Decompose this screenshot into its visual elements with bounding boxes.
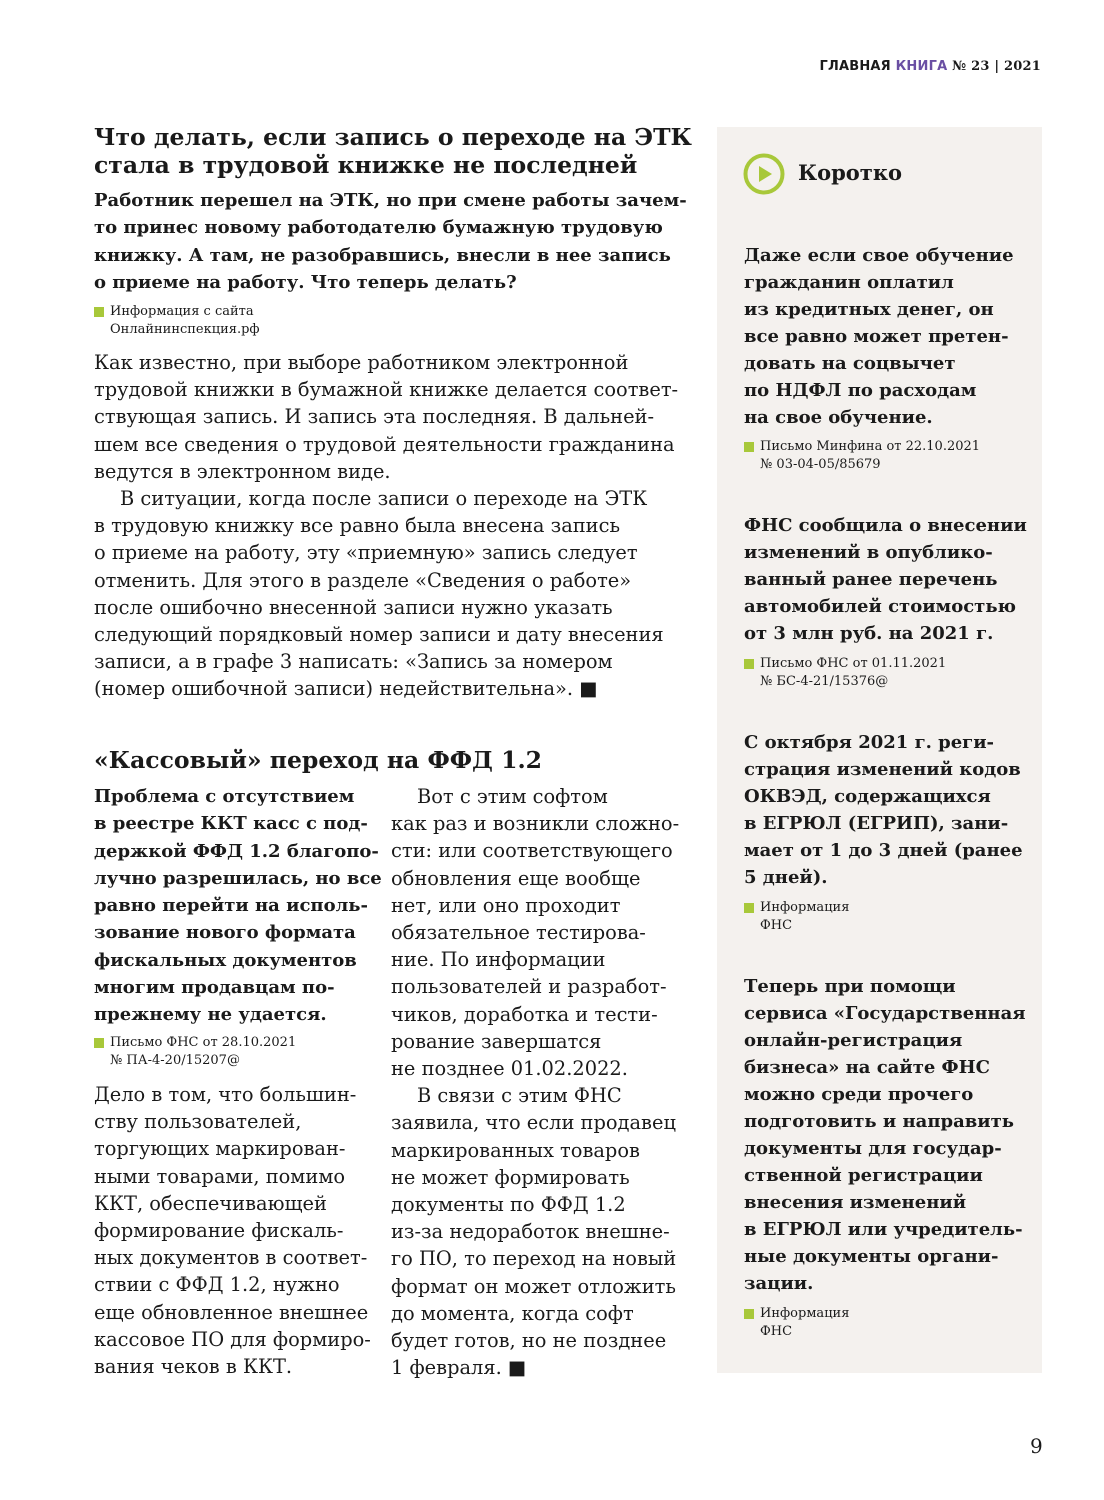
text-line: как раз и возникли сложно- (391, 812, 680, 836)
text-line: многим продавцам по- (94, 977, 335, 999)
text-line: маркированных товаров (391, 1138, 640, 1162)
text-line: формирование фискаль- (94, 1219, 344, 1243)
text-line: нет, или оно проходит (391, 893, 621, 917)
text-line: в ЕГРЮЛ (ЕГРИП), зани- (744, 813, 1009, 834)
sidebar-title: Коротко (798, 160, 902, 185)
text-line: Письмо Минфина от 22.10.2021 (760, 439, 981, 454)
text-line: стала в трудовой книжке не последней (94, 151, 638, 179)
text-line: Как известно, при выборе работником электронной (94, 351, 629, 374)
brand-name: ГЛАВНАЯ (819, 59, 891, 74)
text-line: из-за недоработок внешне- (391, 1220, 670, 1244)
text-line: то принес новому работодателю бумажную трудовую (94, 217, 663, 239)
source-marker-icon (744, 659, 754, 669)
text-line: Информация с сайта (110, 304, 254, 319)
text-line: документы для государ- (744, 1138, 1002, 1159)
text-line: мает от 1 до 3 дней (ранее (744, 840, 1023, 861)
sidebar-item (744, 512, 1027, 647)
text-line: до момента, когда софт (391, 1301, 634, 1325)
issue-number: № 23 | 2021 (952, 59, 1041, 74)
text-line: ние. По информации (391, 948, 606, 972)
article1-body (94, 349, 678, 703)
text-line: ведутся в электронном виде. (94, 459, 391, 483)
text-line: о приеме на работу. Что теперь делать? (94, 271, 517, 293)
text-line: будет готов, но не позднее (391, 1329, 667, 1353)
text-line: записи, а в графе 3 написать: «Запись за номером (94, 650, 613, 674)
text-line: ФНС (760, 917, 793, 933)
text-line: после ошибочно внесенной записи нужно указать (94, 595, 613, 619)
text-line: ству пользователей, (94, 1110, 302, 1134)
text-line: еще обновленное внешнее (94, 1300, 369, 1324)
text-line: Письмо ФНС от 01.11.2021 (760, 656, 947, 671)
play-icon (743, 153, 785, 195)
text-line: о приеме на работу, эту «приемную» запись следует (94, 541, 638, 565)
text-line: 1 февраля. ■ (391, 1356, 527, 1380)
text-line: ванный ранее перечень (744, 569, 998, 590)
text-line: следующий порядковый номер записи и дату внесения (94, 623, 664, 647)
text-line: торгующих маркирован- (94, 1137, 346, 1161)
text-line: документы по ФФД 1.2 (391, 1193, 626, 1217)
text-line: от 3 млн руб. на 2021 г. (744, 623, 994, 644)
text-line: можно среди прочего (744, 1084, 974, 1105)
text-line: № БС-4-21/15376@ (760, 673, 889, 689)
text-line: (номер ошибочной записи) недействительна». ■ (94, 677, 598, 701)
text-line: обязательное тестирова- (391, 921, 646, 945)
text-line: зации. (744, 1273, 814, 1294)
text-line: обновления еще вообще (391, 866, 641, 890)
text-line: Работник перешел на ЭТК, но при смене работы зачем- (94, 190, 687, 211)
article1-source (94, 303, 260, 338)
sidebar-item-source (744, 438, 980, 473)
text-line: Дело в том, что большин- (94, 1083, 357, 1106)
text-line: Вот с этим софтом (417, 785, 608, 808)
text-line: трудовой книжки в бумажной книжке делается соответ- (94, 378, 679, 402)
text-line: бизнеса» на сайте ФНС (744, 1057, 990, 1078)
text-line: № ПА-4-20/15207@ (110, 1052, 240, 1068)
text-line: 5 дней). (744, 867, 828, 888)
text-line: Информация (760, 1306, 850, 1321)
text-line: ФНС сообщила о внесении (744, 515, 1027, 536)
source-marker-icon (94, 1038, 104, 1048)
text-line: держкой ФФД 1.2 благопо- (94, 840, 379, 862)
text-line: С октября 2021 г. реги- (744, 732, 995, 753)
text-line: ствующая запись. И запись эта последняя. В дальней- (94, 405, 655, 429)
article1-lead (94, 187, 687, 296)
text-line: страция изменений кодов (744, 759, 1021, 780)
text-line: из кредитных денег, он (744, 299, 994, 320)
sidebar-item-source (744, 655, 946, 690)
text-line: ными товарами, помимо (94, 1164, 346, 1188)
text-line: равно перейти на исполь- (94, 895, 368, 917)
text-line: кассовое ПО для формиро- (94, 1327, 371, 1351)
text-line: в ЕГРЮЛ или учредитель- (744, 1219, 1023, 1240)
text-line: подготовить и направить (744, 1111, 1014, 1132)
text-line: ных документов в соответ- (94, 1246, 368, 1270)
text-line: не может формировать (391, 1165, 630, 1189)
text-line: по НДФЛ по расходам (744, 380, 977, 401)
text-line: книжку. А там, не разобравшись, внесли в нее запись (94, 244, 671, 266)
text-line: Онлайнинспекция.рф (110, 321, 260, 337)
text-line: гражданин оплатил (744, 272, 954, 293)
text-line: сти: или соответствующего (391, 839, 673, 863)
article2-source (94, 1034, 296, 1069)
text-line: в трудовую книжку все равно была внесена запись (94, 514, 621, 538)
text-line: прежнему не удается. (94, 1004, 327, 1026)
text-line: на свое обучение. (744, 407, 933, 428)
running-header (819, 59, 1041, 74)
text-line: все равно может претен- (744, 326, 1009, 347)
text-line: Что делать, если запись о переходе на ЭТК (94, 123, 692, 151)
text-line: отменить. Для этого в разделе «Сведения о работе» (94, 568, 632, 592)
article2-title (94, 746, 542, 774)
text-line: изменений в опублико- (744, 542, 993, 563)
text-line: довать на соцвычет (744, 353, 956, 374)
text-line: ФНС (760, 1323, 793, 1339)
text-line: Теперь при помощи (744, 976, 956, 997)
text-line: Письмо ФНС от 28.10.2021 (110, 1035, 297, 1050)
text-line: заявила, что если продавец (391, 1111, 676, 1135)
text-line: шем все сведения о трудовой деятельности гражданина (94, 432, 675, 456)
article2-body-col1 (94, 1081, 371, 1380)
text-line: онлайн-регистрация (744, 1030, 963, 1051)
source-marker-icon (744, 903, 754, 913)
text-line: ОКВЭД, содержащихся (744, 786, 991, 807)
text-line: сервиса «Государственная (744, 1003, 1026, 1024)
text-line: В связи с этим ФНС (417, 1084, 622, 1108)
text-line: го ПО, то переход на новый (391, 1247, 677, 1271)
text-line: ные документы органи- (744, 1246, 999, 1267)
text-line: Даже если свое обучение (744, 245, 1014, 266)
text-line: внесения изменений (744, 1192, 967, 1213)
text-line: чиков, доработка и тести- (391, 1002, 658, 1026)
brand-name-accent: КНИГА (895, 59, 948, 74)
text-line: ственной регистрации (744, 1165, 983, 1186)
source-marker-icon (744, 1309, 754, 1319)
text-line: фискальных документов (94, 949, 357, 971)
sidebar-item-source (744, 899, 849, 934)
text-line: «Кассовый» переход на ФФД 1.2 (94, 746, 542, 774)
sidebar-item (744, 973, 1026, 1297)
sidebar-item (744, 242, 1014, 431)
sidebar-item (744, 729, 1023, 891)
text-line: № 03-04-05/85679 (760, 456, 881, 472)
text-line: Информация (760, 900, 850, 915)
source-marker-icon (94, 307, 104, 317)
article1-title (94, 123, 692, 179)
text-line: ствии с ФФД 1.2, нужно (94, 1273, 340, 1297)
page-number: 9 (1030, 1434, 1043, 1458)
article2-lead (94, 783, 382, 1029)
article2-body-col2 (391, 783, 679, 1381)
text-line: Проблема с отсутствием (94, 786, 355, 807)
sidebar-item-source (744, 1305, 849, 1340)
text-line: не позднее 01.02.2022. (391, 1057, 628, 1081)
text-line: автомобилей стоимостью (744, 596, 1016, 617)
text-line: В ситуации, когда после записи о переходе на ЭТК (120, 487, 648, 511)
text-line: зование нового формата (94, 922, 356, 944)
text-line: пользователей и разработ- (391, 975, 667, 999)
text-line: ККТ, обеспечивающей (94, 1191, 327, 1215)
text-line: рование завершатся (391, 1029, 602, 1053)
text-line: формат он может отложить (391, 1274, 676, 1298)
source-marker-icon (744, 442, 754, 452)
text-line: в реестре ККТ касс с под- (94, 813, 368, 835)
text-line: лучно разрешилась, но все (94, 867, 382, 889)
text-line: вания чеков в ККТ. (94, 1355, 293, 1379)
